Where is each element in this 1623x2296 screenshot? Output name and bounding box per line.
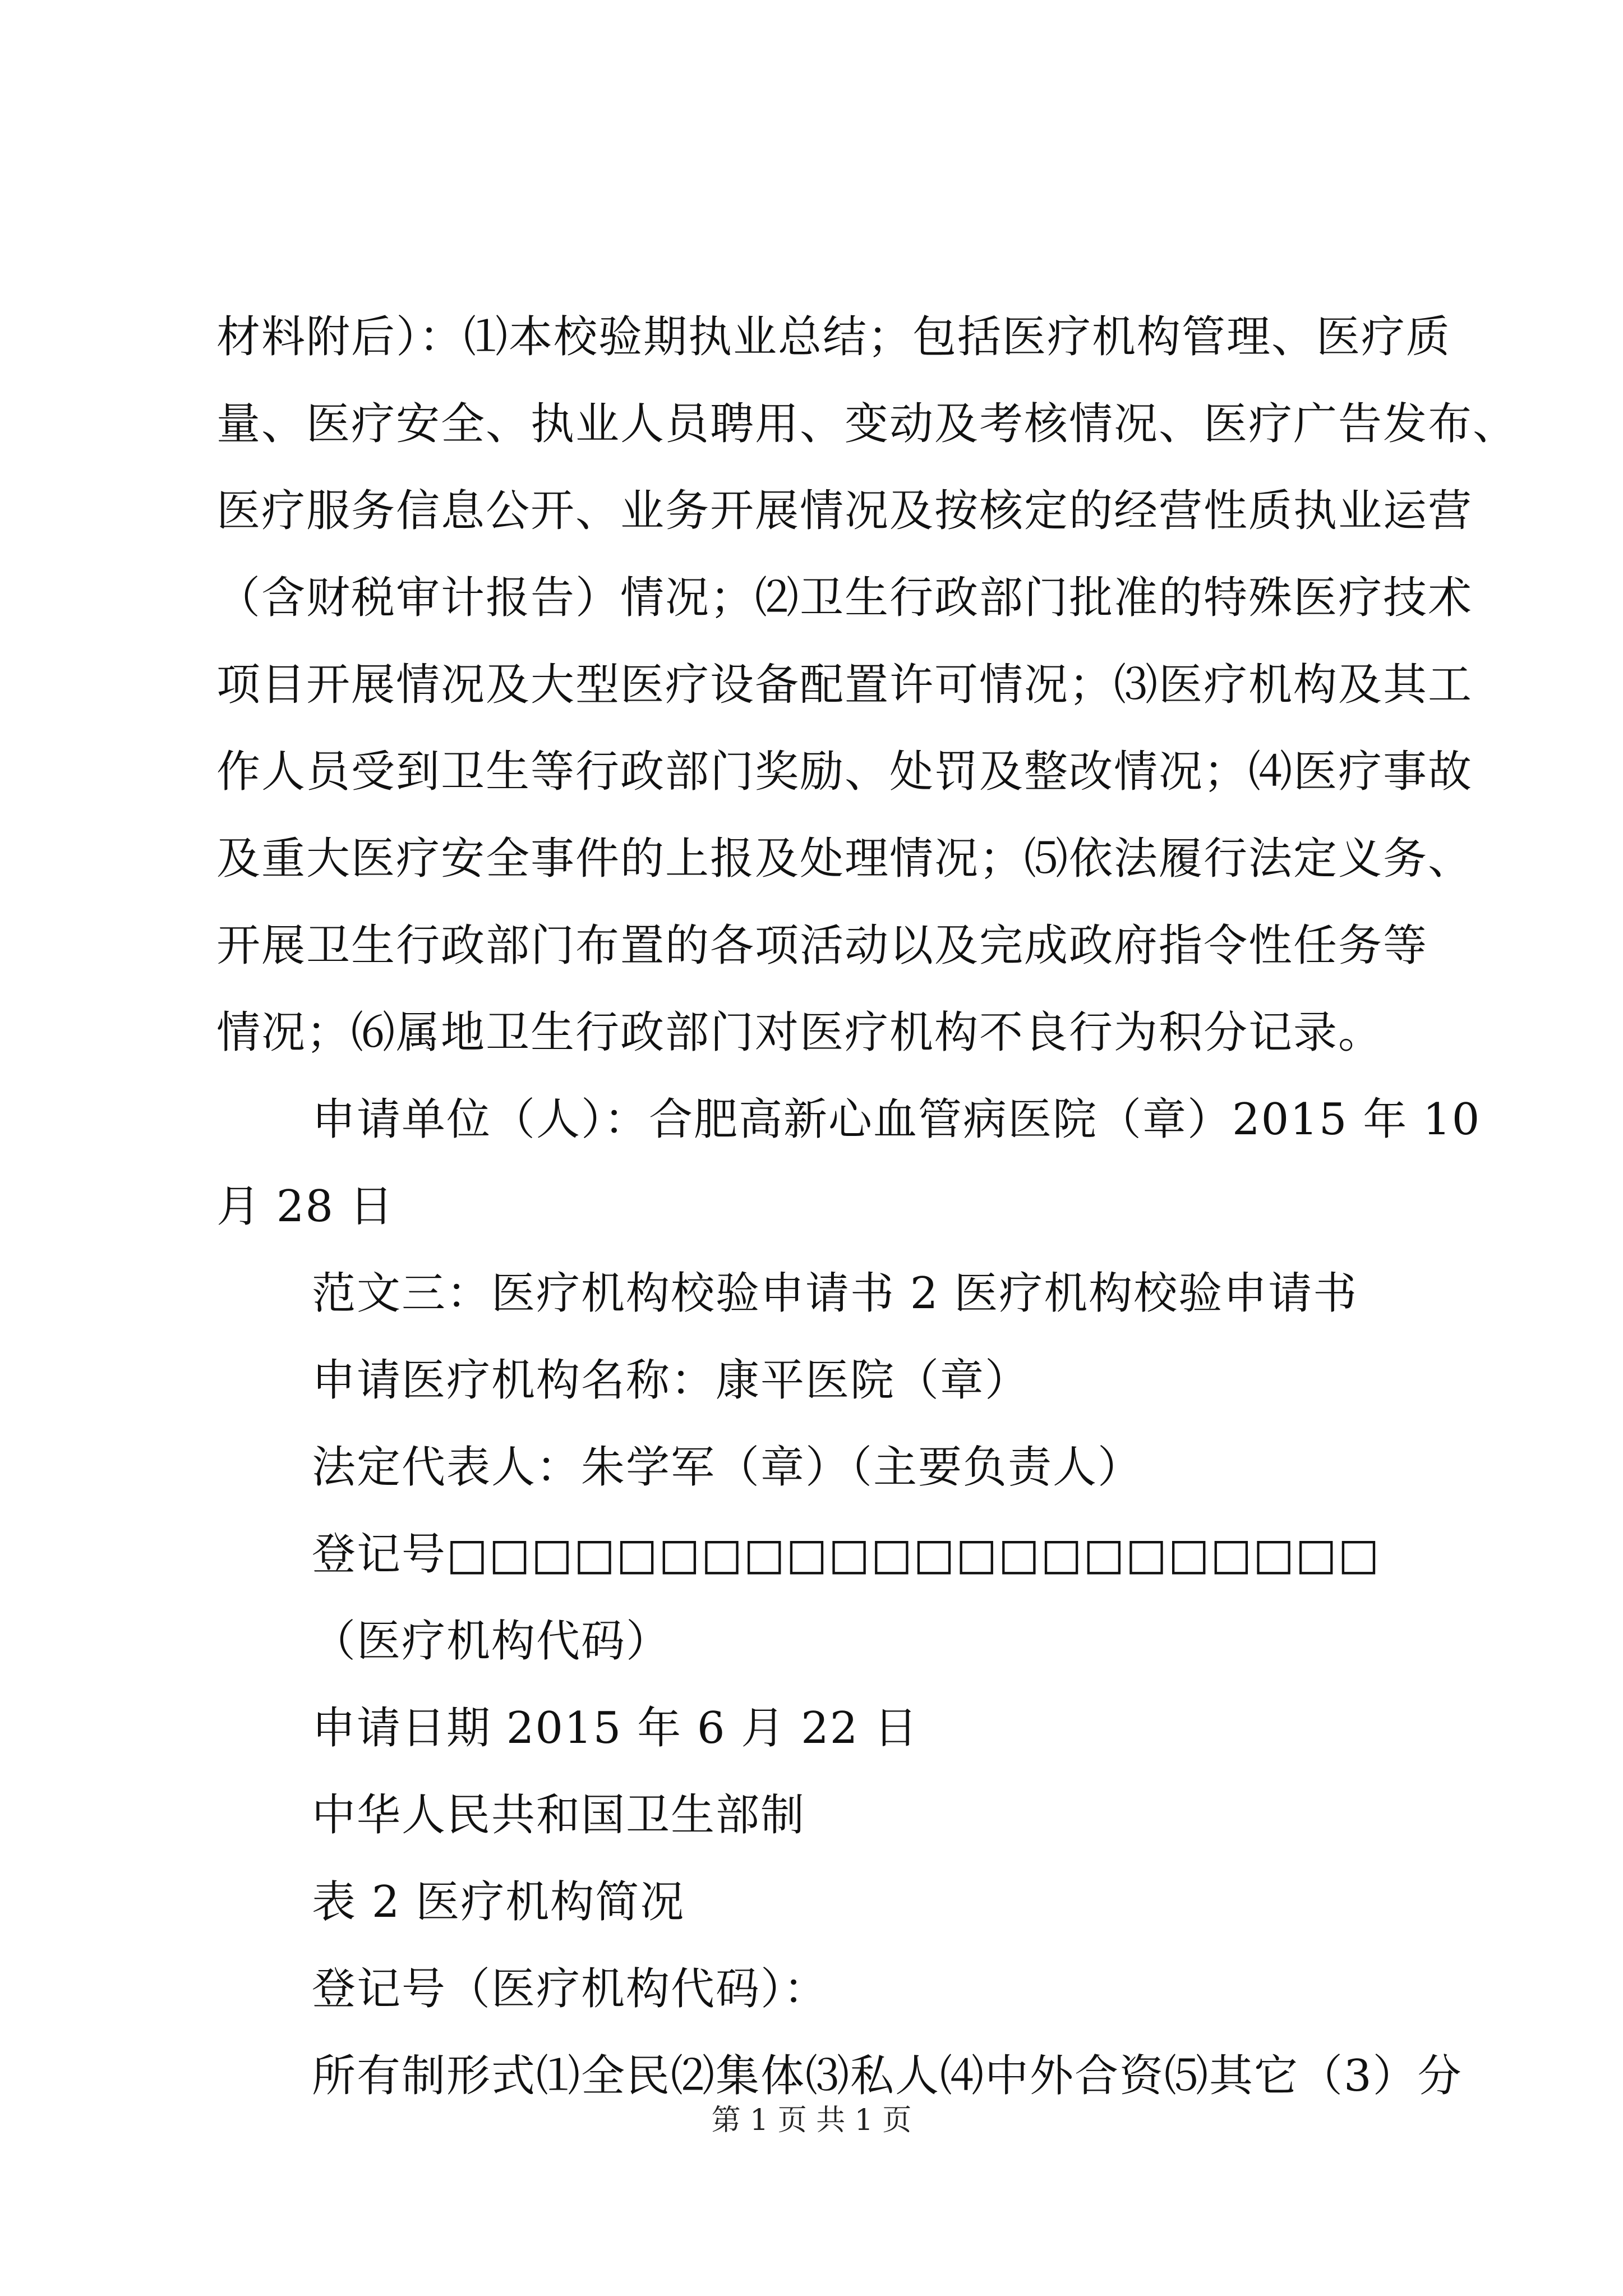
paragraph-line: （含财税审计报告）情况；⑵卫生行政部门批准的特殊医疗技术 [216, 573, 1473, 623]
institution-code-note: （医疗机构代码） [312, 1616, 671, 1667]
paragraph-line: 项目开展情况及大型医疗设备配置许可情况；⑶医疗机构及其工 [216, 660, 1473, 710]
paragraph-line: 开展卫生行政部门布置的各项活动以及完成政府指令性任务等 [216, 921, 1428, 971]
section-title: 范文三：医疗机构校验申请书 2 医疗机构校验申请书 [312, 1268, 1358, 1319]
paragraph-line: 情况；⑹属地卫生行政部门对医疗机构不良行为积分记录。 [216, 1007, 1384, 1058]
paragraph-line: 医疗服务信息公开、业务开展情况及按核定的经营性质执业运营 [216, 486, 1473, 536]
applicant-line: 申请单位（人）：合肥高新心血管病医院（章）2015 年 10 [312, 1094, 1481, 1145]
document-body [216, 300, 1518, 2126]
legal-representative-line: 法定代表人：朱学军（章）（主要负责人） [312, 1442, 1143, 1493]
application-date-line: 申请日期 2015 年 6 月 22 日 [312, 1703, 919, 1754]
registration-number-line: 登记号□□□□□□□□□□□□□□□□□□□□□□ [312, 1529, 1381, 1580]
paragraph-line: 量、医疗安全、执业人员聘用、变动及考核情况、医疗广告发布、 [216, 399, 1518, 449]
applicant-date-line: 月 28 日 [216, 1181, 394, 1232]
ownership-form-line: 所有制形式⑴全民⑵集体⑶私人⑷中外合资⑸其它（3）分 [312, 2051, 1463, 2101]
paragraph-line: 及重大医疗安全事件的上报及处理情况；⑸依法履行法定义务、 [216, 834, 1473, 884]
paragraph-line: 材料附后）：⑴本校验期执业总结；包括医疗机构管理、医疗质 [216, 312, 1451, 362]
issuer-line: 中华人民共和国卫生部制 [312, 1790, 806, 1841]
institution-name-line: 申请医疗机构名称：康平医院（章） [312, 1355, 1030, 1406]
paragraph-line: 作人员受到卫生等行政部门奖励、处罚及整改情况；⑷医疗事故 [216, 747, 1473, 797]
table-title: 表 2 医疗机构简况 [312, 1877, 685, 1927]
page-footer: 第 1 页 共 1 页 [711, 2104, 912, 2137]
registration-code-label: 登记号（医疗机构代码）： [312, 1964, 829, 2014]
